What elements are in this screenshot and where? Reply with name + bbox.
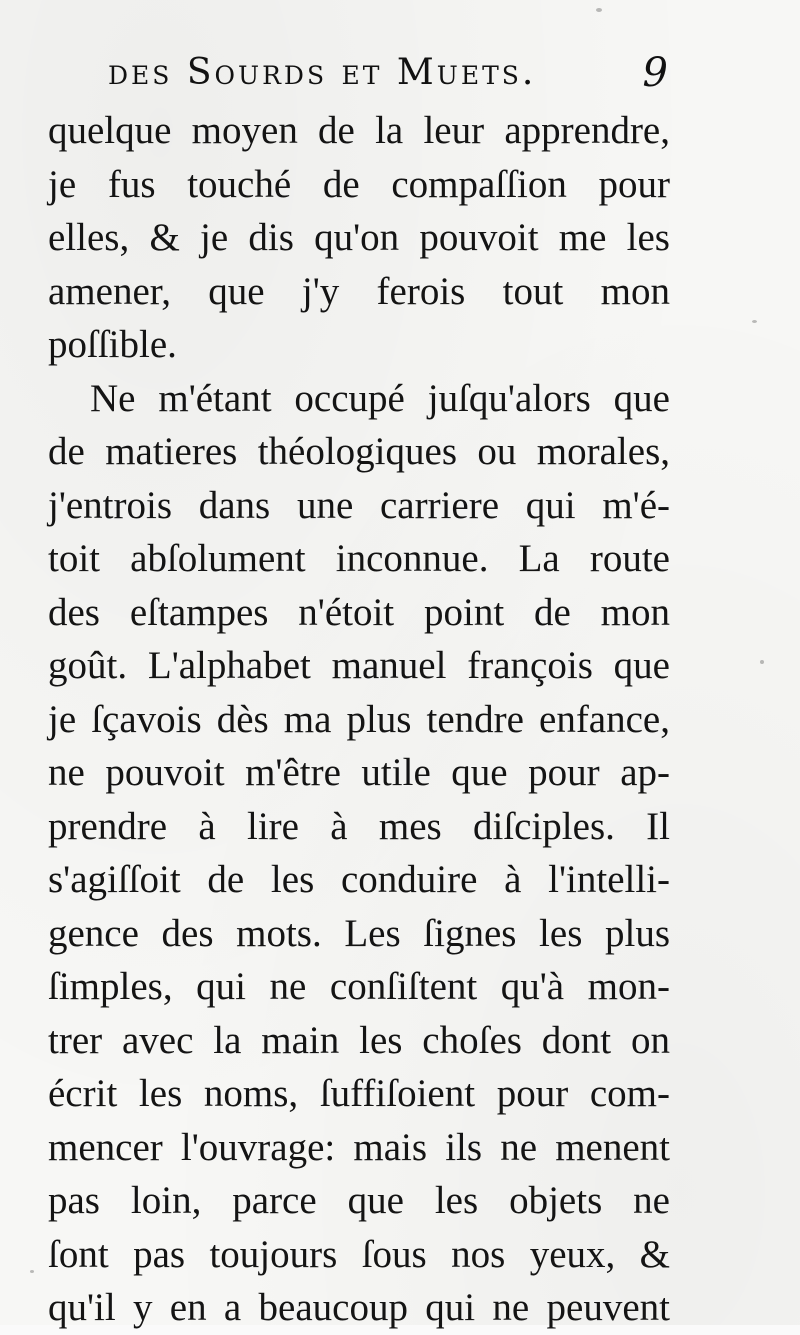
paper-speck [30,1270,34,1273]
paper-speck [760,660,764,664]
text-line: je ſçavois dès ma plus tendre enfance, [48,697,670,741]
text-line: gence des mots. Les ſignes les plus [48,911,670,955]
text-line: écrit les noms, ſuffiſoient pour com- [48,1072,670,1115]
running-title: des Sourds et Muets. [108,52,537,93]
text-line: qu'il y en a beaucoup qui ne peuvent [48,1286,670,1329]
paper-speck [596,8,602,12]
text-line: s'agiſſoit de les conduire à l'intelli- [48,858,670,901]
page-header [108,52,668,98]
text-line: ſont pas toujours ſous nos yeux, & [48,1232,670,1276]
text-line: goût. L'alphabet manuel françois que [48,644,670,687]
text-line: je fus touché de compaſſion pour [48,162,670,206]
text-line: poſſible. [48,323,177,366]
text-line: ſimples, qui ne conſiſtent qu'à mon- [48,965,670,1008]
text-line: amener, que j'y ferois tout mon [48,269,670,313]
text-line: quelque moyen de la leur apprendre, [48,109,670,152]
text-line: pas loin, parce que les objets ne [48,1179,670,1222]
text-line: des eſtampes n'étoit point de mon [48,590,670,634]
text-line: prendre à lire à mes diſciples. Il [48,804,670,848]
text-line: de matieres théologiques ou morales, [48,430,670,473]
paper-speck [752,320,757,323]
text-line: ne pouvoit m'être utile que pour ap- [48,751,670,794]
body-text [48,104,670,1335]
paragraph-start-line: Ne m'étant occupé juſqu'alors que [90,376,670,420]
text-line: mencer l'ouvrage: mais ils ne menent [48,1125,670,1169]
text-line: elles, & je dis qu'on pouvoit me les [48,216,670,259]
page-number: 9 [642,50,668,96]
text-line: trer avec la main les choſes dont on [48,1018,670,1062]
text-line: j'entrois dans une carriere qui m'é- [48,483,670,527]
text-line: toit abſolument inconnue. La route [48,537,670,580]
